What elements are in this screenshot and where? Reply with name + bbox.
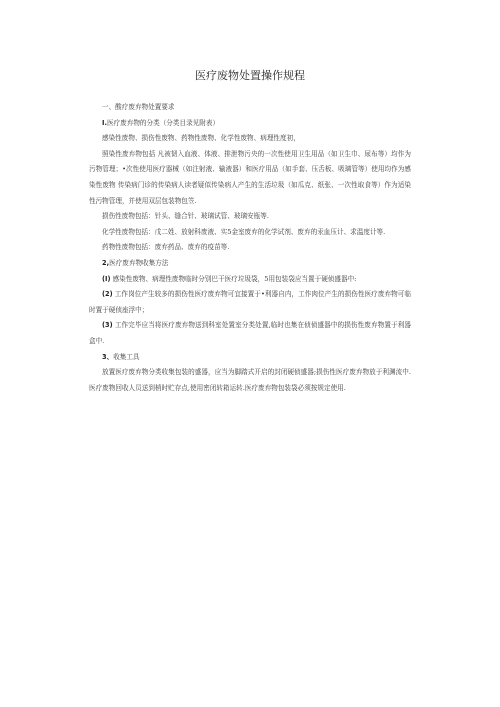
subsection-number: 3、 — [102, 352, 114, 361]
section-heading — [89, 100, 411, 116]
list-item-number: (2) — [102, 290, 113, 299]
document-title: 医疗废物处置操作规程 — [195, 69, 305, 82]
list-item — [89, 318, 411, 349]
paragraph-infectious: 照染性废弃物包括 凡被韧入血液、体液、排泄物污央的一次性使用卫生用品（如卫生巾、尿布等）均作为污物管理；•次性使用医疗器械（如注射液、输液器）和医疗用品（如手套、压舌板、吸璃管等）使用均作为感染性废物 传染病门诊的传染病人读者疑似传染病人产生的生活垃圾（如瓜克、纸张、一次性取食等）作为适染性污物管理，并使用双层包装物包笠. — [89, 149, 411, 205]
subsection-text: 收集工具 — [113, 352, 140, 361]
list-item-text: 工作完毕应当将医疗废弃物送到科室处置室分类处置,临时也集在侦侦盛器中的损伤性废弃物置于利器盒中. — [89, 321, 411, 345]
paragraph-sharp: 损伤性废物包括：针头、缝合针、玻璃试管、玻璃安瓶等. — [102, 212, 269, 221]
subsection-text: 医疗废弃物收集方法 — [109, 258, 169, 267]
paragraph-chemical: 化学性废物包括：戊二姓、放射科废液、实5金室废弃的化学试剂、废弃的汞血压计、求温度计等. — [102, 227, 386, 236]
subsection-heading — [89, 350, 411, 366]
subsection-number: 2, — [102, 258, 110, 267]
section-heading-text: 一、酸疗废弃物处置要求 — [102, 103, 175, 111]
list-item — [89, 272, 411, 288]
subsection-heading — [89, 116, 411, 132]
list-item — [89, 287, 411, 318]
subsection-heading — [89, 256, 411, 272]
list-item-text: 感染性废物、病理性废物临时分别巴干医疗垃圾袋，5用包装袋应当置于硬侦盛器中: — [112, 274, 357, 283]
paragraph-tools: 放置医疗废弃物分类收集包装的盛器，应当为脚踏式开启的封闭硬侦盛器;损伤性医疗废弃物放于利渊流中.医疗废物回收人员送到梢时贮存点,使用密闭转箱运转.医疗废弃物包装袋必须按规定使用. — [89, 368, 411, 392]
list-item-text: 工作岗位产生较多的损伤性医疗废弃物可宜接置于•利器自内，工作肉位产生的损伤性医疗废弃物可临时置于硬侦座浮中； — [89, 290, 411, 314]
list-item-number: (3) — [102, 321, 113, 330]
paragraph-categories: 感染性废物、损伤性废物、药物性废物、化学性废物、病理性度初， — [102, 134, 300, 143]
subsection-text: 医疗废弃物的分类（分类目录见附表） — [106, 118, 220, 127]
document-body — [89, 100, 411, 396]
paragraph-drug: 药物性废物包括：废弃药品、废弃的疫苗等. — [102, 243, 230, 252]
list-item-number: (I) — [102, 274, 111, 283]
subsection-number: I. — [102, 118, 107, 127]
